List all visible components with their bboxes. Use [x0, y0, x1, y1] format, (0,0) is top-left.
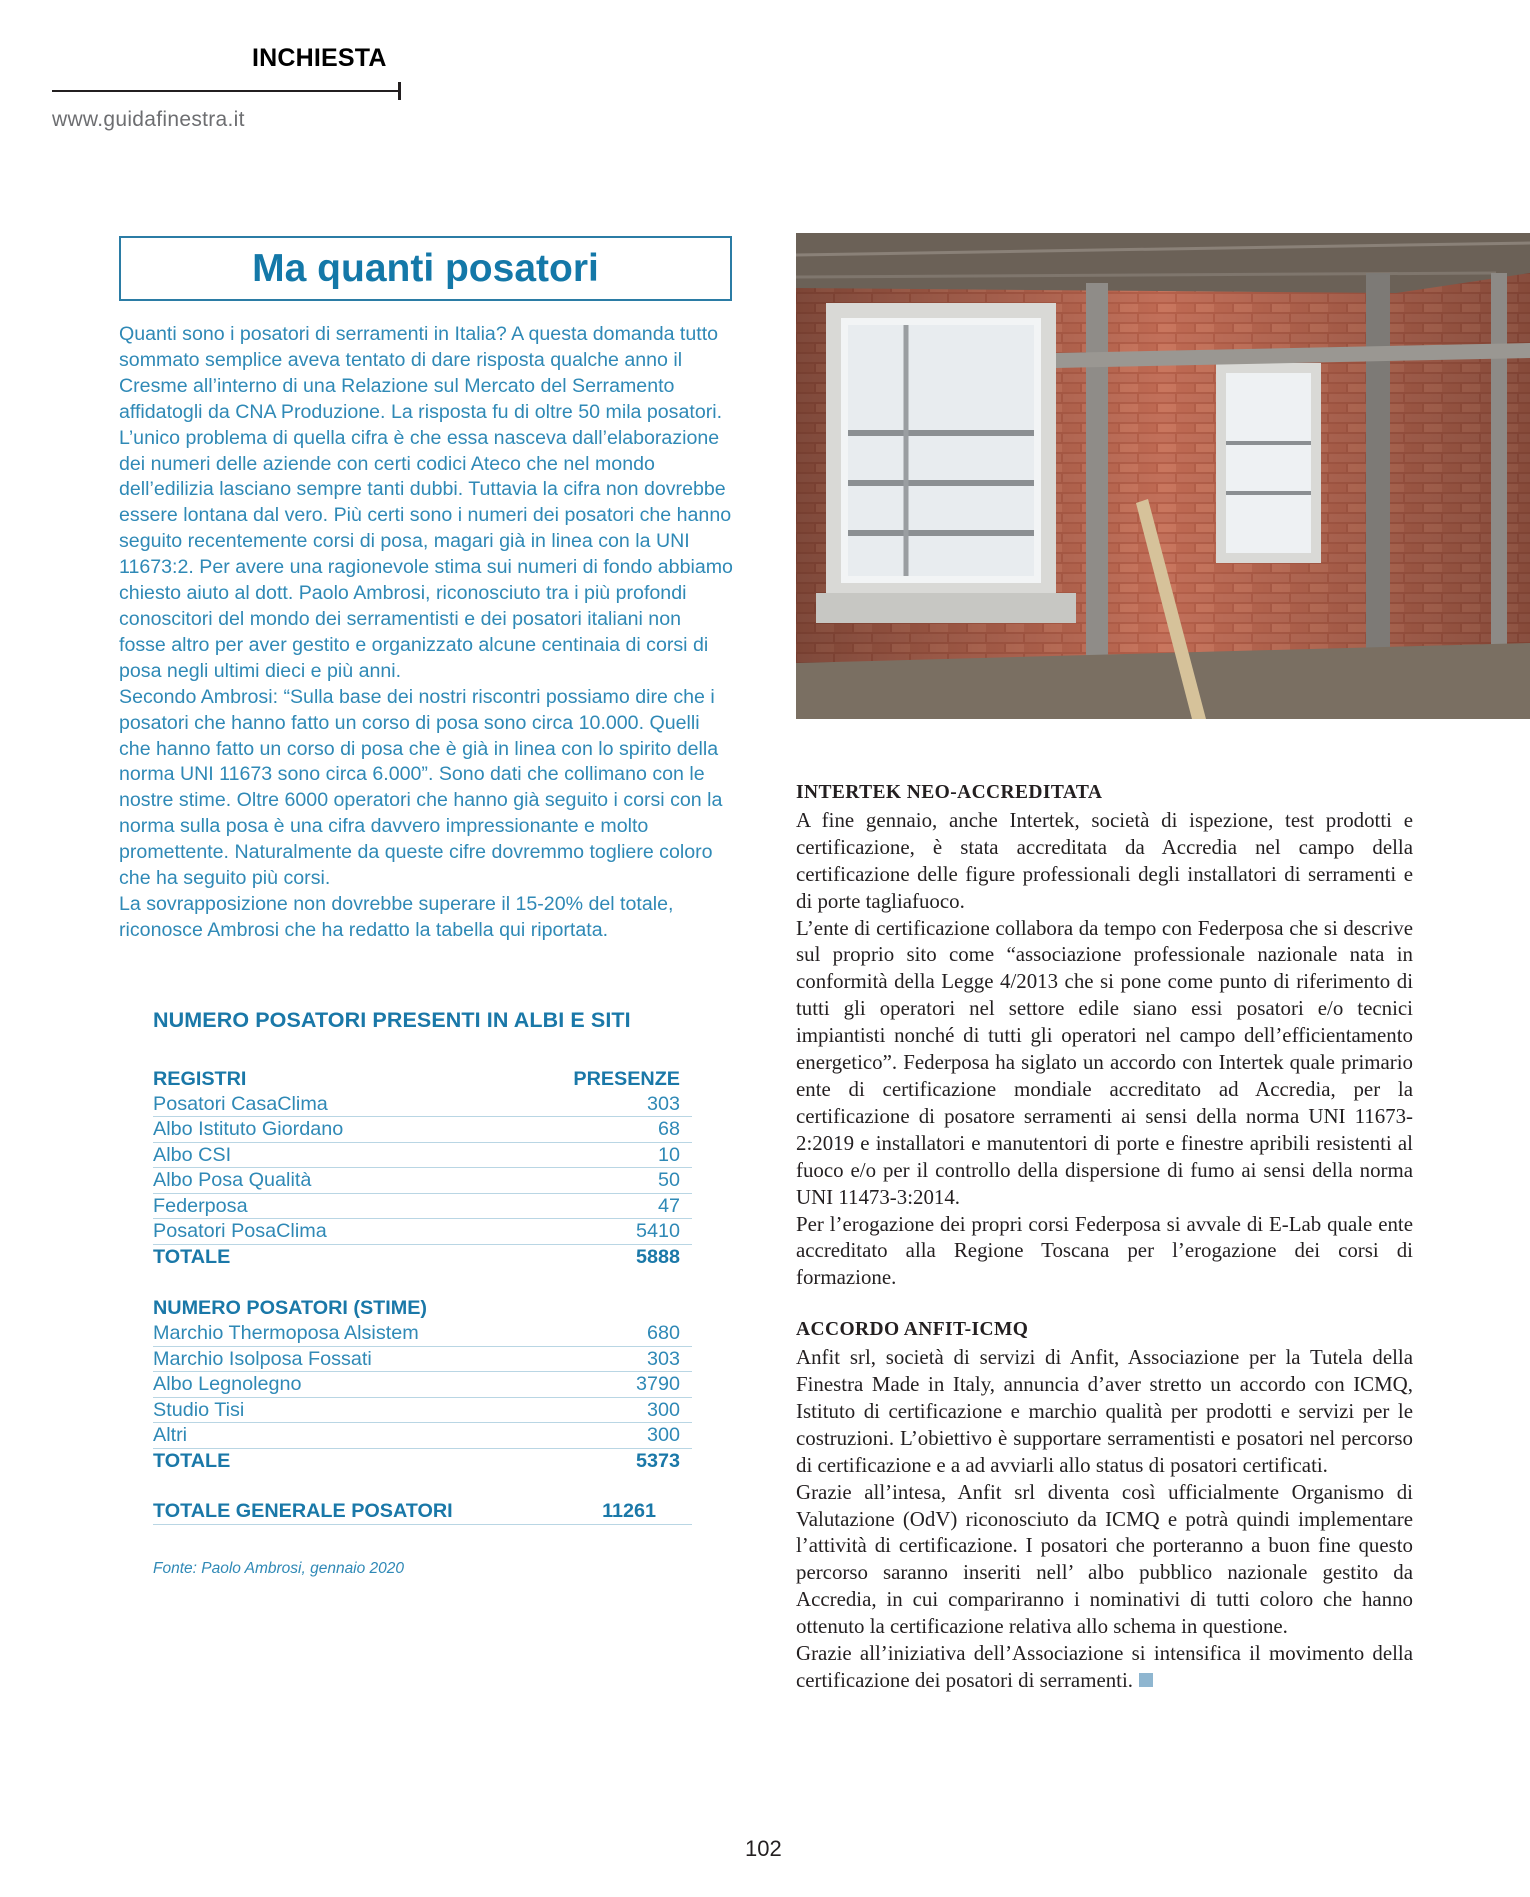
section-heading-intertek: INTERTEK NEO-ACCREDITATA	[796, 782, 1103, 803]
col-registri: REGISTRI	[153, 1068, 247, 1090]
row-name: Albo Legnolegno	[153, 1373, 302, 1395]
total-label: TOTALE	[153, 1449, 231, 1472]
grand-total-row	[153, 1499, 692, 1525]
table-row	[153, 1372, 692, 1398]
row-value: 50	[657, 1169, 680, 1191]
right-article-column	[796, 780, 1413, 1694]
left-paragraph: Secondo Ambrosi: “Sulla base dei nostri riscontri possiamo dire che i posatori che hanno fatto un corso di posa sono circa 10.000. Quelli che hanno fatto un corso di posa che è già in linea con lo spirito della norma UNI 11673 sono circa 6.000”. Sono dati che collimano con le nostre stime. Oltre 6000 operatori che hanno già seguito i corsi con la norma sulla posa è una cifra davvero impressionante e molto promettente. Naturalmente da queste cifre dovremmo togliere coloro che ha seguito più corsi.	[119, 685, 723, 890]
row-name: Albo Istituto Giordano	[153, 1118, 344, 1140]
grand-total-label: TOTALE GENERALE POSATORI	[153, 1500, 453, 1522]
right-paragraph-last	[796, 1640, 1413, 1694]
row-value: 3790	[635, 1373, 680, 1395]
left-paragraph: Quanti sono i posatori di serramenti in Italia? A questa domanda tutto sommato semplice aveva tentato di dare risposta qualche anno il Cresme all’interno di una Relazione sul Mercato del Serramento affidatogli da CNA Produzione. La risposta fu di oltre 50 mila posatori. L’unico problema di quella cifra è che essa nasceva dall’elaborazione dei numeri delle aziende con certi codici Ateco che nel mondo dell’edilizia lasciano sempre tanti dubbi. Tuttavia la cifra non dovrebbe essere lontana dal vero. Più certi sono i numeri dei posatori che hanno seguito recentemente corsi di posa, magari già in linea con la UNI 11673:2. Per avere una ragionevole stima sui numeri di fondo abbiamo chiesto aiuto al dott. Paolo Ambrosi, riconosciuto tra i più profondi conoscitori del mondo dei serramentisti e dei posatori italiani non fosse altro per aver gestito e organizzato alcune centinaia di corsi di posa negli ultimi dieci e più anni.	[119, 323, 733, 682]
table-row	[153, 1194, 692, 1220]
row-value: 5410	[635, 1220, 680, 1242]
row-name: Albo CSI	[153, 1143, 232, 1166]
posatori-table	[153, 1008, 692, 1525]
row-name: Altri	[153, 1424, 188, 1446]
table-row	[153, 1092, 692, 1118]
table-row	[153, 1143, 692, 1169]
row-name: Albo Posa Qualità	[153, 1169, 312, 1191]
left-paragraph: La sovrapposizione non dovrebbe superare il 15-20% del totale, riconosce Ambrosi che ha redatto la tabella qui riportata.	[119, 892, 674, 941]
total-value: 5888	[635, 1245, 680, 1268]
row-name: Posatori PosaClima	[153, 1220, 327, 1242]
grand-total-value: 11261	[602, 1500, 656, 1522]
row-name: Studio Tisi	[153, 1398, 245, 1421]
article-title-box	[119, 236, 732, 301]
page-number: 102	[745, 1836, 782, 1861]
registri-rows	[153, 1092, 692, 1245]
end-mark-icon	[1139, 1673, 1153, 1687]
table-row	[153, 1321, 692, 1347]
table-row	[153, 1423, 692, 1449]
table-source: Fonte: Paolo Ambrosi, gennaio 2020	[153, 1560, 405, 1577]
table-header-row	[153, 1067, 692, 1092]
right-paragraph: Per l’erogazione dei propri corsi Federposa si avvale di E-Lab quale ente accreditato alla Regione Toscana per l’erogazione dei corsi di formazione.	[796, 1211, 1413, 1290]
right-paragraph: Anfit srl, società di servizi di Anfit, Associazione per la Tutela della Finestra Made in Italy, annuncia d’aver stretto un accordo con ICMQ, Istituto di certificazione e marchio qualità per prodotti e servizi per le costruzioni. L’obiettivo è supportare serramentisti e posatori nel percorso di certificazione e a ad avviarli allo status di posatori certificati.	[796, 1345, 1413, 1477]
section-heading-anfit: ACCORDO ANFIT-ICMQ	[796, 1319, 1029, 1341]
table-title: NUMERO POSATORI PRESENTI IN ALBI E SITI	[153, 1008, 631, 1032]
row-value: 10	[657, 1143, 680, 1166]
row-value: 303	[646, 1347, 680, 1370]
row-value: 47	[657, 1194, 680, 1217]
total-value: 5373	[635, 1449, 680, 1472]
right-paragraph: A fine gennaio, anche Intertek, società di ispezione, test prodotti e certificazione, è stata accreditata da Accredia nel campo della certificazione delle figure professionali degli installatori di serramenti e di porte tagliafuoco.	[796, 807, 1413, 913]
header-rule	[52, 90, 399, 92]
site-url: www.guidafinestra.it	[52, 108, 245, 131]
row-value: 303	[646, 1092, 680, 1115]
row-name: Posatori CasaClima	[153, 1092, 328, 1115]
total-row	[153, 1245, 692, 1270]
table-row	[153, 1347, 692, 1373]
stime-rows	[153, 1321, 692, 1449]
row-name: Federposa	[153, 1194, 248, 1217]
row-value: 68	[657, 1118, 680, 1140]
col-presenze: PRESENZE	[573, 1068, 680, 1090]
table-row	[153, 1117, 692, 1143]
right-paragraph-text: Grazie all’iniziativa dell’Associazione si intensifica il movimento della certificazione dei posatori di serramenti.	[796, 1641, 1413, 1692]
table-row	[153, 1219, 692, 1245]
article-title: Ma quanti posatori	[252, 246, 599, 290]
construction-photo	[796, 233, 1530, 719]
row-value: 680	[646, 1322, 680, 1344]
total-label: TOTALE	[153, 1245, 231, 1268]
section-label: INCHIESTA	[252, 44, 387, 72]
right-paragraph: L’ente di certificazione collabora da tempo con Federposa che si descrive sul proprio sito come “associazione professionale nazionale nata in conformità della Legge 4/2013 che si pone come punto di riferimento di tutti gli operatori nel settore edile siano essi posatori e/o tecnici impiantisti nonché di tutti gli operatori nel campo dell’efficientamento energetico”. Federposa ha siglato un accordo con Intertek quale primario ente di certificazione mondiale accreditato ad Accredia, per la certificazione di posatore serramenti ai sensi della norma UNI 11673-2:2019 e installatori e manutentori di porte e finestre apribili resistenti al fuoco e/o per il controllo della dispersione di fumo ai sensi della norma UNI 11473-3:2014.	[796, 915, 1413, 1209]
row-name: Marchio Isolposa Fossati	[153, 1347, 372, 1370]
total-row	[153, 1449, 692, 1474]
right-paragraph: Grazie all’intesa, Anfit srl diventa così ufficialmente Organismo di Valutazione (OdV) riconosciuto da ICMQ e potrà quindi implementare l’attività di certificazione. I posatori che porteranno a buon fine questo percorso saranno inseriti nell’ albo pubblico nazionale gestito da Accredia, in cui compariranno i nominativi di tutti coloro che hanno ottenuto la certificazione relativa allo schema in questione.	[796, 1479, 1413, 1639]
left-article-body	[119, 322, 733, 944]
row-name: Marchio Thermoposa Alsistem	[153, 1322, 419, 1344]
stime-title: NUMERO POSATORI (STIME)	[153, 1297, 428, 1319]
table-row	[153, 1398, 692, 1424]
row-value: 300	[646, 1424, 680, 1446]
row-value: 300	[646, 1398, 680, 1421]
table-row	[153, 1168, 692, 1194]
header-rule-tick	[398, 82, 401, 100]
